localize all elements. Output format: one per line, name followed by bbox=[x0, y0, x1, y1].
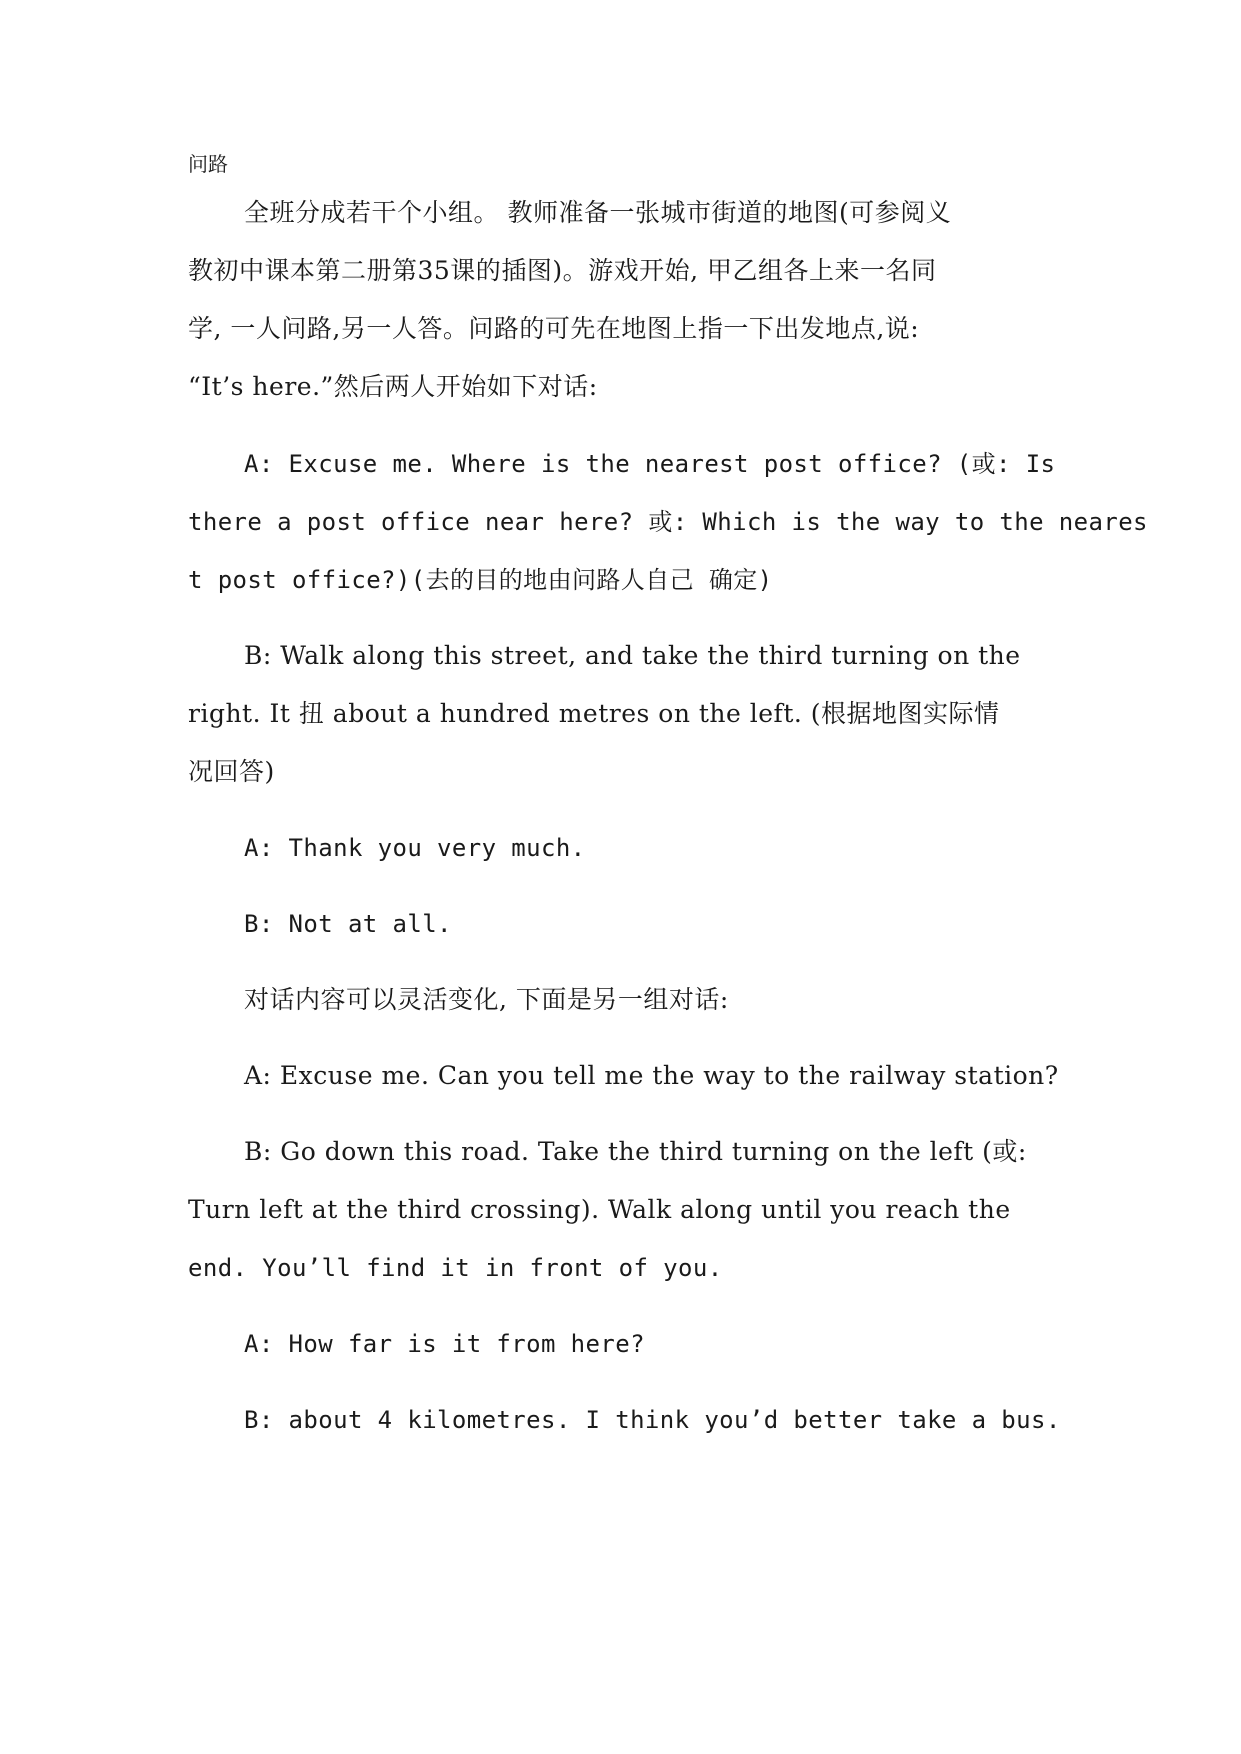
dialogue1-a1-line-2: there a post office near here? 或: Which is the way to the neares bbox=[188, 508, 1148, 536]
page-title: 问路 bbox=[188, 152, 228, 176]
dialogue2-a2: A: How far is it from here? bbox=[244, 1330, 645, 1358]
dialogue1-b1-line-3: 况回答) bbox=[188, 757, 275, 786]
dialogue2-b2: B: about 4 kilometres. I think you’d better take a bus. bbox=[244, 1406, 1061, 1434]
intro-line-1: 全班分成若干个小组。 教师准备一张城市街道的地图(可参阅义 bbox=[244, 198, 952, 227]
dialogue1-a2: A: Thank you very much. bbox=[244, 834, 586, 862]
dialogue1-b2: B: Not at all. bbox=[244, 910, 452, 938]
dialogue1-b1-line-1: B: Walk along this street, and take the third turning on the bbox=[244, 641, 1021, 670]
dialogue2-b1-line-1: B: Go down this road. Take the third turning on the left (或: bbox=[244, 1137, 1027, 1166]
dialogue1-a1-line-3: t post office?)(去的目的地由问路人自己 确定) bbox=[188, 566, 773, 594]
intro-line-3: 学, 一人问路,另一人答。问路的可先在地图上指一下出发地点,说: bbox=[188, 314, 920, 343]
dialogue2-b1-line-3: end. You’ll find it in front of you. bbox=[188, 1254, 723, 1282]
intro-line-2: 教初中课本第二册第35课的插图)。游戏开始, 甲乙组各上来一名同 bbox=[188, 256, 937, 285]
dialogue1-a1-line-1: A: Excuse me. Where is the nearest post office? (或: Is bbox=[244, 450, 1056, 478]
transition-text: 对话内容可以灵活变化, 下面是另一组对话: bbox=[244, 985, 729, 1014]
dialogue2-b1-line-2: Turn left at the third crossing). Walk along until you reach the bbox=[188, 1195, 1011, 1224]
dialogue2-a1: A: Excuse me. Can you tell me the way to the railway station? bbox=[244, 1061, 1059, 1090]
intro-line-4: “It’s here.”然后两人开始如下对话: bbox=[188, 372, 598, 401]
dialogue1-b1-line-2: right. It 扭 about a hundred metres on the left. (根据地图实际情 bbox=[188, 699, 1000, 728]
